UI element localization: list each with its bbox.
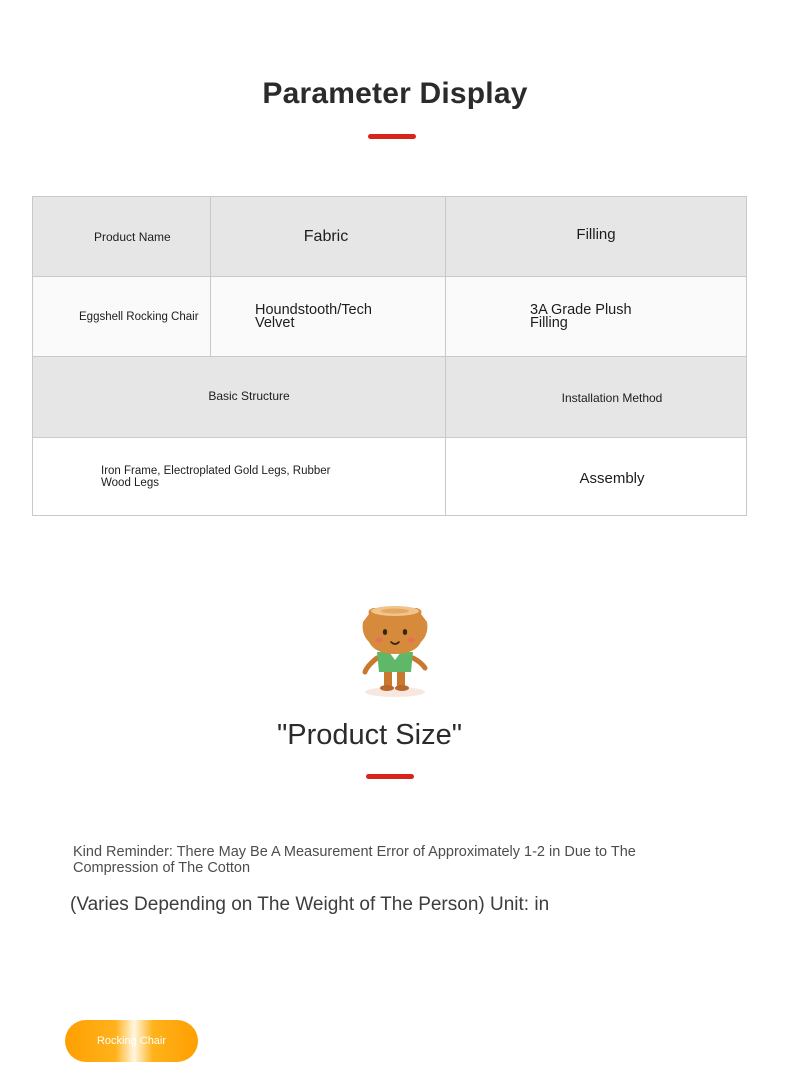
filling-label: Filling: [576, 226, 616, 243]
fabric-label: Fabric: [303, 227, 349, 245]
installation-method-value: Assembly: [579, 470, 645, 487]
measurement-reminder: Kind Reminder: There May Be A Measurement Error of Approximately 1-2 in Due to The Compression of The Cotton: [73, 844, 636, 876]
product-name-label: Product Name: [94, 229, 171, 244]
table-cell: [33, 438, 446, 516]
rocking-chair-tab-button[interactable]: Rocking Chair: [65, 1020, 198, 1062]
table-cell: [33, 197, 211, 277]
product-name-value: Eggshell Rocking Chair: [79, 310, 199, 323]
table-cell: [446, 277, 747, 357]
table-row: [33, 438, 747, 516]
table-cell: [211, 197, 446, 277]
table-cell: [211, 277, 446, 357]
parameter-display-title: Parameter Display: [262, 77, 528, 110]
table-cell: [33, 357, 446, 438]
installation-method-label: Installation Method: [561, 391, 663, 405]
table-cell: [446, 438, 747, 516]
filling-value: 3A Grade Plush Filling: [530, 301, 632, 331]
basic-structure-label: Basic Structure: [208, 389, 290, 403]
fabric-value: Houndstooth/Tech Velvet: [255, 301, 372, 331]
product-size-title: "Product Size": [277, 719, 463, 751]
table-row: [33, 197, 747, 277]
table-row: [33, 277, 747, 357]
basic-structure-value: Iron Frame, Electroplated Gold Legs, Rubber Wood Legs: [101, 464, 331, 489]
unit-note: (Varies Depending on The Weight of The Person) Unit: in: [70, 894, 550, 915]
title-underline: [368, 134, 416, 139]
parameters-table: [32, 196, 747, 516]
table-cell: [446, 197, 747, 277]
table-cell: [446, 357, 747, 438]
title-underline: [366, 774, 414, 779]
tree-stump-mascot-icon: [355, 600, 435, 700]
table-row: [33, 357, 747, 438]
table-cell: [33, 277, 211, 357]
